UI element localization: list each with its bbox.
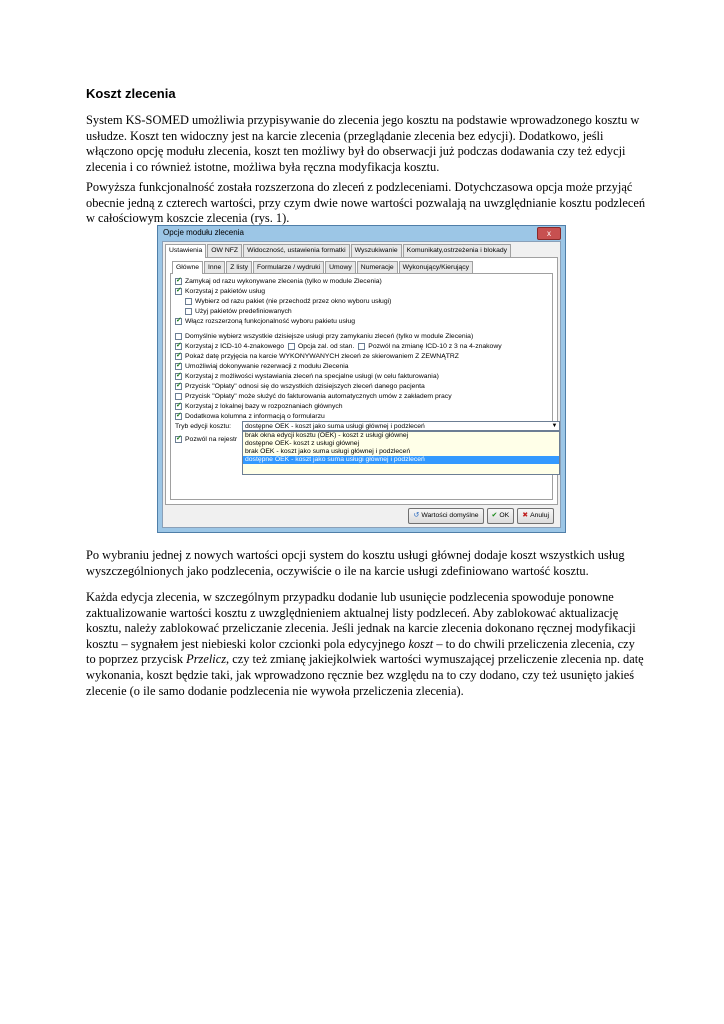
cross-icon: ✖: [522, 512, 529, 519]
ok-button-label: OK: [499, 512, 510, 519]
checkbox-checked[interactable]: [175, 353, 182, 360]
option-label: Użyj pakietów predefiniowanych: [195, 308, 292, 315]
checkbox-checked[interactable]: [175, 278, 182, 285]
option-row[interactable]: [175, 382, 425, 391]
paragraph-3: Po wybraniu jednej z nowych wartości opcji system do kosztu usługi głównej dodaje koszt wszystkich usług wyszczególnionych jako podzlecenia, oczywiście o ile na karcie usługi zdefiniowano wartość kosztu.: [86, 548, 625, 578]
checkbox-unchecked[interactable]: [185, 308, 192, 315]
option-label: Umożliwiaj dokonywanie rezerwacji z modułu Zlecenia: [185, 363, 349, 370]
option-row[interactable]: [175, 332, 473, 341]
paragraph-4-text: – to do chwili przeliczenia zlecenia, czy to poprzez przycisk: [86, 636, 635, 667]
option-row[interactable]: [175, 392, 452, 401]
dialog-buttons: [408, 508, 554, 524]
tab-wyszukiwanie[interactable]: Wyszukiwanie: [351, 244, 402, 257]
checkbox-unchecked[interactable]: [175, 393, 182, 400]
refresh-icon: ↺: [413, 512, 420, 519]
defaults-button[interactable]: [408, 508, 483, 524]
option-row[interactable]: [175, 435, 237, 444]
option-row[interactable]: [175, 342, 502, 351]
cost-mode-dropdown: [242, 431, 560, 475]
paragraph-4: [86, 590, 646, 699]
option-label: Włącz rozszerzoną funkcjonalność wyboru pakietu usług: [185, 318, 356, 325]
checkbox-unchecked[interactable]: [185, 298, 192, 305]
cancel-button-label: Anuluj: [530, 512, 549, 519]
option-row[interactable]: [175, 372, 439, 381]
option-label: Zamykaj od razu wykonywane zlecenia (tylko w module Zlecenia): [185, 278, 382, 285]
option-label: Wybierz od razu pakiet (nie przechodź przez okno wyboru usługi): [195, 298, 392, 305]
subtab-z-listy[interactable]: Z listy: [226, 261, 252, 273]
option-label: Korzystaj z lokalnej bazy w rozpoznaniach głównych: [185, 403, 343, 410]
dialog-body: [162, 241, 561, 528]
option-row[interactable]: [175, 362, 349, 371]
cost-mode-value: dostępne OEK - koszt jako suma usługi głównej i podzleceń: [245, 423, 425, 430]
main-tab-panel: [165, 257, 558, 505]
paragraph-1: System KS-SOMED umożliwia przypisywanie do zlecenia jego kosztu na podstawie wprowadzonego kosztu w usłudze. Koszt ten widoczny jest na karcie zlecenia (przeglądanie zlecenia bez edycji). Dodatkowo, jeśli włączono opcję modułu zlecenia, koszt ten możliwy był do obserwacji już podczas dodawania czy też edycji zlecenia i co również istotne, możliwa była ręczna modyfikacja kosztu.: [86, 113, 640, 174]
dropdown-option[interactable]: dostępne OEK- koszt z usługi głównej: [245, 440, 360, 447]
option-row[interactable]: [175, 317, 355, 326]
check-icon: ✔: [491, 512, 498, 519]
dropdown-option[interactable]: brak OEK - koszt jako suma usługi głównej i podzleceń: [245, 448, 411, 455]
checkbox-checked[interactable]: [175, 343, 182, 350]
tab-ustawienia[interactable]: Ustawienia: [165, 244, 206, 258]
sub-tabs: [172, 261, 474, 273]
checkbox-checked[interactable]: [175, 403, 182, 410]
subtab-numeracje[interactable]: Numeracje: [357, 261, 398, 273]
option-row[interactable]: [175, 352, 459, 361]
option-row[interactable]: [185, 307, 292, 316]
option-label: Opcja zal. od stan.: [297, 343, 355, 350]
option-label: Pozwól na rejestr: [185, 436, 238, 443]
option-label: Przycisk "Opłaty" może służyć do fakturowania automatycznych umów z zakładem pracy: [185, 393, 452, 400]
checkbox-checked[interactable]: [175, 413, 182, 420]
subtab-glowne[interactable]: Główne: [172, 261, 203, 274]
option-row[interactable]: [185, 297, 391, 306]
option-label: Pokaż datę przyjęcia na karcie WYKONYWANYCH zleceń ze skierowaniem Z ZEWNĄTRZ: [185, 353, 459, 360]
sub-tab-panel: [170, 273, 558, 500]
option-row[interactable]: [175, 287, 265, 296]
option-label: Dodatkowa kolumna z informacją o formularzu: [185, 413, 325, 420]
option-row[interactable]: [175, 277, 382, 286]
dropdown-option[interactable]: brak okna edycji kosztu (OEK) - koszt z usługi głównej: [245, 432, 409, 439]
checkbox-checked[interactable]: [175, 383, 182, 390]
option-label: Domyślnie wybierz wszystkie dzisiejsze usługi przy zamykaniu zleceń (tylko w module Zlecenia): [185, 333, 474, 340]
field-name-koszt: koszt: [408, 636, 434, 651]
tab-komunikaty[interactable]: Komunikaty,ostrzeżenia i blokady: [403, 244, 511, 257]
option-label: Korzystaj z pakietów usług: [185, 288, 266, 295]
checkbox-checked[interactable]: [175, 318, 182, 325]
subtab-inne[interactable]: Inne: [204, 261, 225, 273]
option-label: Korzystaj z możliwości wystawiania zleceń na specjalne usługi (w celu fakturowania): [185, 373, 439, 380]
option-label: Przycisk "Opłaty" odnosi się do wszystkich dzisiejszych zleceń danego pacjenta: [185, 383, 425, 390]
defaults-button-label: Wartości domyślne: [421, 512, 479, 519]
option-row[interactable]: [175, 402, 343, 411]
subtab-umowy[interactable]: Umowy: [325, 261, 356, 273]
checkbox-unchecked[interactable]: [175, 333, 182, 340]
dropdown-option-selected[interactable]: dostępne OEK - koszt jako suma usługi głównej i podzleceń: [243, 456, 559, 464]
paragraph-4-text: , czy też zmianę jakiejkolwiek wartości wymuszającej przeliczenie zlecenia np. datę wykonania, koszt będzie taki, jak wprowadzono ręcznie bez względu na to czy dodano, czy też usunięto jakieś zlecenie (o ile samo dodanie podzlecenia nie wywoła przeliczenia zlecenia).: [86, 652, 644, 698]
main-tabs: [165, 244, 512, 257]
cost-mode-label: Tryb edycji kosztu:: [175, 423, 232, 430]
close-icon[interactable]: x: [537, 227, 561, 240]
checkbox-checked[interactable]: [175, 436, 182, 443]
option-label: Pozwól na zmianę ICD-10 z 3 na 4-znakowy: [368, 343, 502, 350]
cancel-button[interactable]: [517, 508, 554, 524]
checkbox-checked[interactable]: [175, 373, 182, 380]
cost-mode-select[interactable]: [242, 421, 560, 431]
tab-widocznosc[interactable]: Widoczność, ustawienia formatki: [243, 244, 350, 257]
checkbox-unchecked[interactable]: [288, 343, 295, 350]
ok-button[interactable]: [487, 508, 515, 524]
document-heading: Koszt zlecenia: [86, 86, 176, 101]
checkbox-checked[interactable]: [175, 288, 182, 295]
chevron-down-icon[interactable]: ▼: [551, 423, 558, 429]
options-dialog-screenshot: [157, 225, 566, 533]
subtab-wykonujacy[interactable]: Wykonujący/Kierujący: [399, 261, 473, 273]
dialog-title: Opcje modułu zlecenia: [163, 228, 244, 237]
subtab-formularze[interactable]: Formularze / wydruki: [253, 261, 324, 273]
option-label: Korzystaj z ICD-10 4-znakowego: [185, 343, 284, 350]
button-name-przelicz: Przelicz: [186, 652, 227, 667]
tab-ow-nfz[interactable]: OW NFZ: [207, 244, 242, 257]
checkbox-unchecked[interactable]: [358, 343, 365, 350]
checkbox-checked[interactable]: [175, 363, 182, 370]
paragraph-2: Powyższa funkcjonalność została rozszerzona do zleceń z podzleceniami. Dotychczasowa opcja może przyjąć obecnie jedną z czterech wartości, przy czym dwie nowe wartości pozwalają na uwzględnianie kosztu podzleceń w całościowym koszcie zlecenia (rys. 1).: [86, 180, 646, 226]
paragraph-4-text: Każda edycja zlecenia, w szczególnym przypadku dodanie lub usunięcie podzlecenia spowoduje ponowne zaktualizowanie wartości kosztu z uwzględnieniem aktualnej listy podzleceń. Aby zablokować aktualizację kosztu, należy zablokować przeliczanie zlecenia. Jeśli jednak na karcie zlecenia dokonano ręcznej modyfikacji kosztu – sygnałem jest niebieski kolor czcionki pola edycyjnego: [86, 590, 636, 651]
option-row[interactable]: [175, 412, 325, 421]
